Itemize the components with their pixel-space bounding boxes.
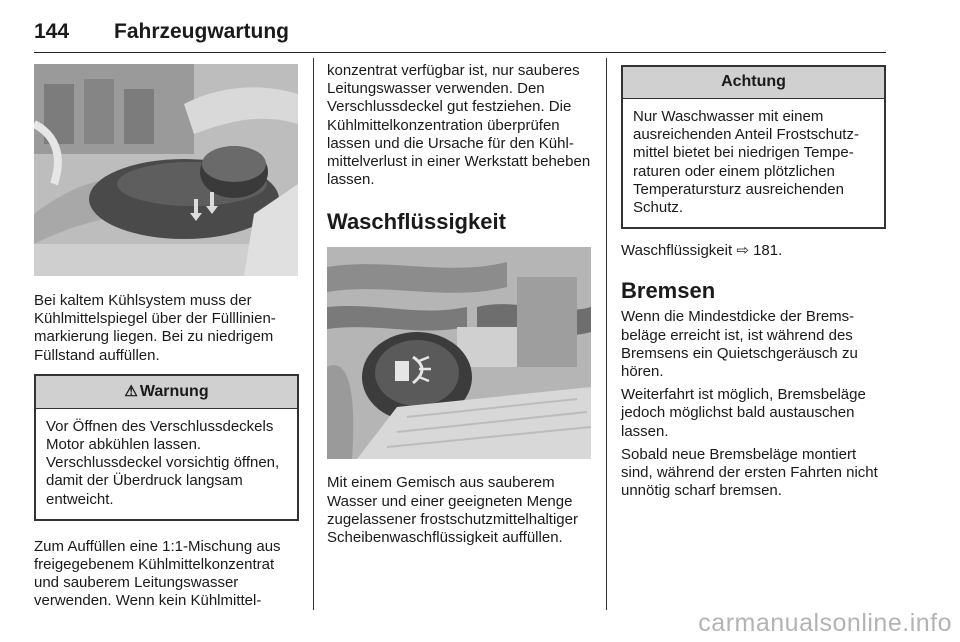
brakes-heading: Bremsen bbox=[621, 278, 716, 304]
xref-label: Waschflüssigkeit bbox=[621, 242, 733, 260]
refill-paragraph: Zum Auffüllen eine 1:1-Mischung aus freigegebenem Kühlmittelkonzentrat und sauberem Leitungswasser verwenden. Wenn kein Kühlmittel- bbox=[34, 537, 281, 610]
caution-box-header: Achtung bbox=[623, 67, 884, 99]
column-3 bbox=[621, 62, 886, 500]
coolant-level-paragraph: Bei kaltem Kühlsystem muss der Kühlmittelspiegel über der Fülllinienmarkierung liegen. Bei zu niedrigem Füllstand auffüllen. bbox=[34, 292, 276, 364]
page-number: 144 bbox=[34, 20, 70, 43]
coolant-reservoir-photo bbox=[34, 64, 298, 276]
column-divider-1 bbox=[313, 58, 314, 610]
washer-reservoir-photo bbox=[327, 247, 591, 459]
column-divider-2 bbox=[606, 58, 607, 610]
washer-fluid-xref bbox=[621, 242, 886, 260]
caution-text: Nur Waschwasser mit einem ausreichenden Anteil Frostschutzmittel bietet bei niedrigen Temperaturen oder einem plötzlichen Temperatursturz ausreichenden Schutz. bbox=[633, 108, 859, 217]
warning-title: Warnung bbox=[139, 382, 209, 400]
column-1 bbox=[34, 64, 299, 611]
warning-triangle-icon: ⚠ bbox=[124, 382, 138, 400]
warning-box-header bbox=[36, 376, 297, 409]
brake-new-pads-paragraph: Sobald neue Bremsbeläge montiert sind, während der ersten Fahrten nicht unnötig scharf bremsen. bbox=[621, 445, 878, 500]
xref-arrow-icon: ⇨ bbox=[736, 242, 749, 260]
warning-text: Vor Öffnen des Verschlussdeckels Motor abkühlen lassen. Verschlussdeckel vorsichtig öffnen, damit der Überdruck langsam entweicht. bbox=[46, 417, 280, 508]
coolant-continued-paragraph: konzentrat verfügbar ist, nur sauberes Leitungswasser verwenden. Den Verschlussdeckel gut festziehen. Die Kühlmittelkonzentration überprüfen lassen und die Ursache für den Kühlmittelverlust in einer Werkstatt beheben lassen. bbox=[327, 62, 591, 189]
washer-fluid-heading: Waschflüssigkeit bbox=[327, 209, 506, 235]
watermark: carmanualsonline.info bbox=[698, 609, 952, 637]
washer-fluid-paragraph: Mit einem Gemisch aus sauberem Wasser und einer geeigneten Menge zugelassener frostschutzmittelhaltiger Scheibenwaschflüssigkeit auffüllen. bbox=[327, 474, 578, 547]
column-2 bbox=[327, 62, 592, 547]
xref-page[interactable]: 181. bbox=[753, 242, 783, 260]
caution-box bbox=[621, 65, 886, 229]
page-header bbox=[34, 14, 886, 53]
brake-wear-paragraph: Wenn die Mindestdicke der Bremsbeläge erreicht ist, ist während des Bremsens ein Quietschgeräusch zu hören. bbox=[621, 308, 858, 381]
warning-box bbox=[34, 374, 299, 521]
brake-replace-paragraph: Weiterfahrt ist möglich, Bremsbeläge jedoch möglichst bald austauschen lassen. bbox=[621, 386, 866, 440]
section-title: Fahrzeugwartung bbox=[114, 20, 290, 43]
